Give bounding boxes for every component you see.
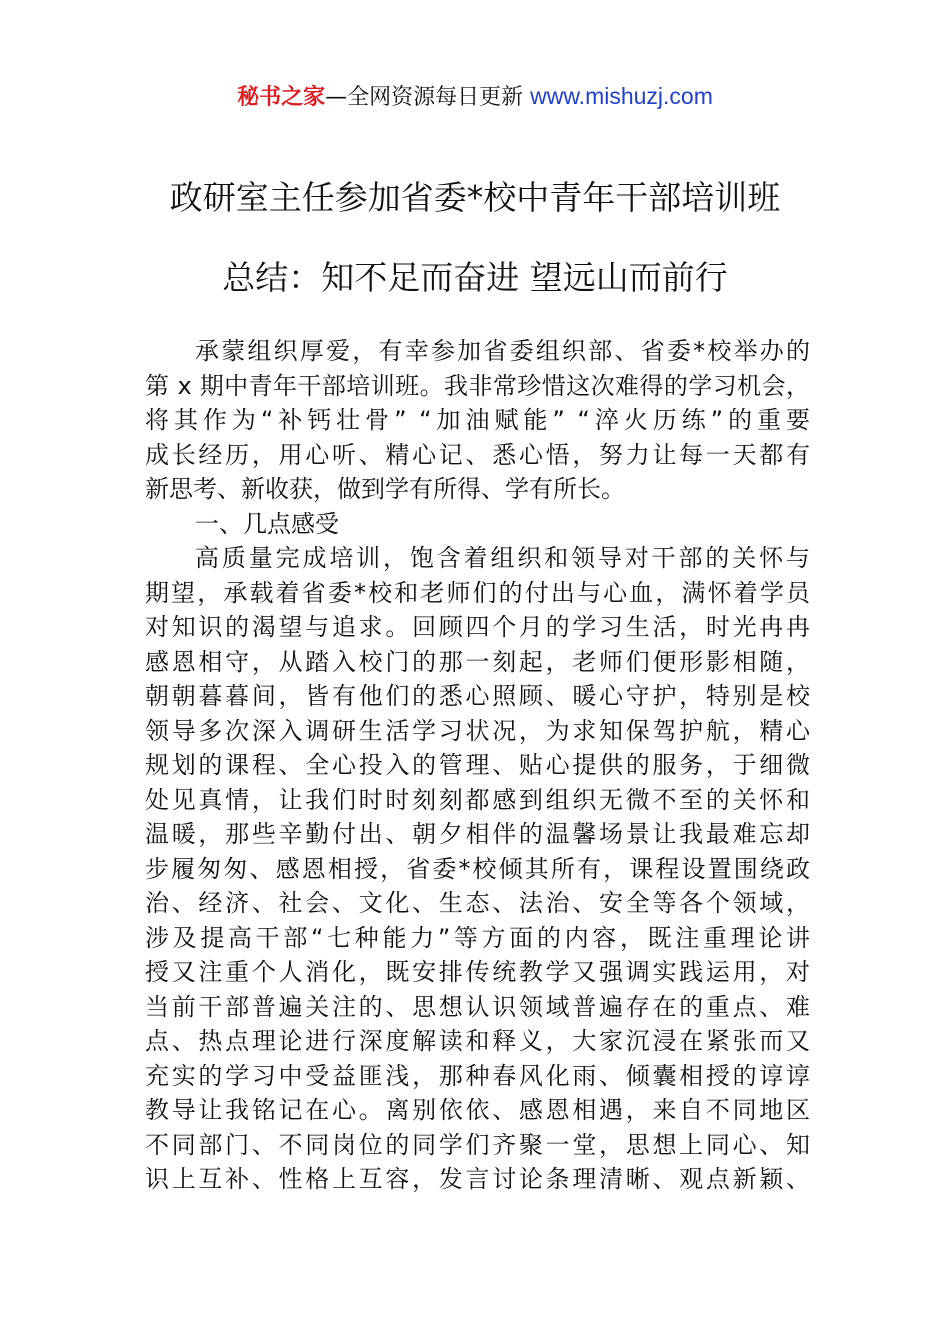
text-line: 授又注重个人消化，既安排传统教学又强调实践运用，对 — [145, 958, 810, 986]
text-line: 教导让我铭记在心。离别依依、感恩相遇，来自不同地区 — [145, 1096, 810, 1124]
text-line: 领导多次深入调研生活学习状况，为求知保驾护航，精心 — [145, 716, 810, 745]
site-tagline: —全网资源每日更新 — [325, 85, 531, 110]
text-line: 点、热点理论进行深度解读和释义，大家沉浸在紧张而又 — [145, 1027, 810, 1055]
title-line-2: 总结：知不足而奋进 望远山而前行 — [222, 258, 728, 297]
site-url[interactable]: www.mishuzj.com — [530, 83, 713, 109]
text-line: 不同部门、不同岗位的同学们齐聚一堂，思想上同心、知 — [145, 1130, 810, 1159]
text-line: 期望，承载着省委*校和老师们的付出与心血，满怀着学员 — [145, 578, 810, 607]
text-line: 治、经济、社会、文化、生态、法治、安全等各个领域， — [145, 889, 810, 917]
text-line: 规划的课程、全心投入的管理、贴心提供的服务，于细微 — [145, 751, 810, 779]
text-line: 高质量完成培训，饱含着组织和领导对干部的关怀与 — [195, 544, 810, 572]
text-line: 将其作为“补钙壮骨” “加油赋能” “淬火历练”的重要 — [145, 406, 810, 434]
text-line: 当前干部普遍关注的、思想认识领域普遍存在的重点、难 — [145, 992, 810, 1021]
text-line: 朝朝暮暮间，皆有他们的悉心照顾、暖心守护，特别是校 — [145, 682, 810, 710]
text-line: 充实的学习中受益匪浅，那种春风化雨、倾囊相授的谆谆 — [145, 1061, 810, 1090]
text-line: 涉及提高干部“七种能力”等方面的内容，既注重理论讲 — [145, 923, 810, 952]
text-line: 感恩相守，从踏入校门的那一刻起，老师们便形影相随， — [145, 647, 810, 676]
text-line: 步履匆匆、感恩相授，省委*校倾其所有，课程设置围绕政 — [145, 854, 810, 883]
text-line: 对知识的渴望与追求。回顾四个月的学习生活，时光冉冉 — [145, 613, 810, 641]
paragraph-2 — [145, 541, 810, 1197]
site-brand: 秘书之家 — [237, 85, 326, 110]
text-line: 新思考、新收获，做到学有所得、学有所长。 — [145, 475, 625, 503]
document-title — [0, 158, 950, 318]
text-line: 处见真情，让我们时时刻刻都感到组织无微不至的关怀和 — [145, 785, 810, 814]
text-line: 识上互补、性格上互容，发言讨论条理清晰、观点新颖、 — [145, 1165, 810, 1193]
section-heading: 一、几点感受 — [195, 509, 339, 538]
text-line: 承蒙组织厚爱，有幸参加省委组织部、省委*校举办的 — [195, 337, 810, 365]
paragraph-1 — [145, 334, 810, 507]
text-line: 成长经历，用心听、精心记、悉心悟，努力让每一天都有 — [145, 440, 810, 469]
document-body — [145, 334, 810, 1197]
site-header — [0, 80, 950, 114]
text-line: 第 x 期中青年干部培训班。我非常珍惜这次难得的学习机会， — [145, 371, 810, 400]
title-line-1: 政研室主任参加省委*校中青年干部培训班 — [169, 178, 781, 217]
text-line: 温暖，那些辛勤付出、朝夕相伴的温馨场景让我最难忘却 — [145, 820, 810, 848]
